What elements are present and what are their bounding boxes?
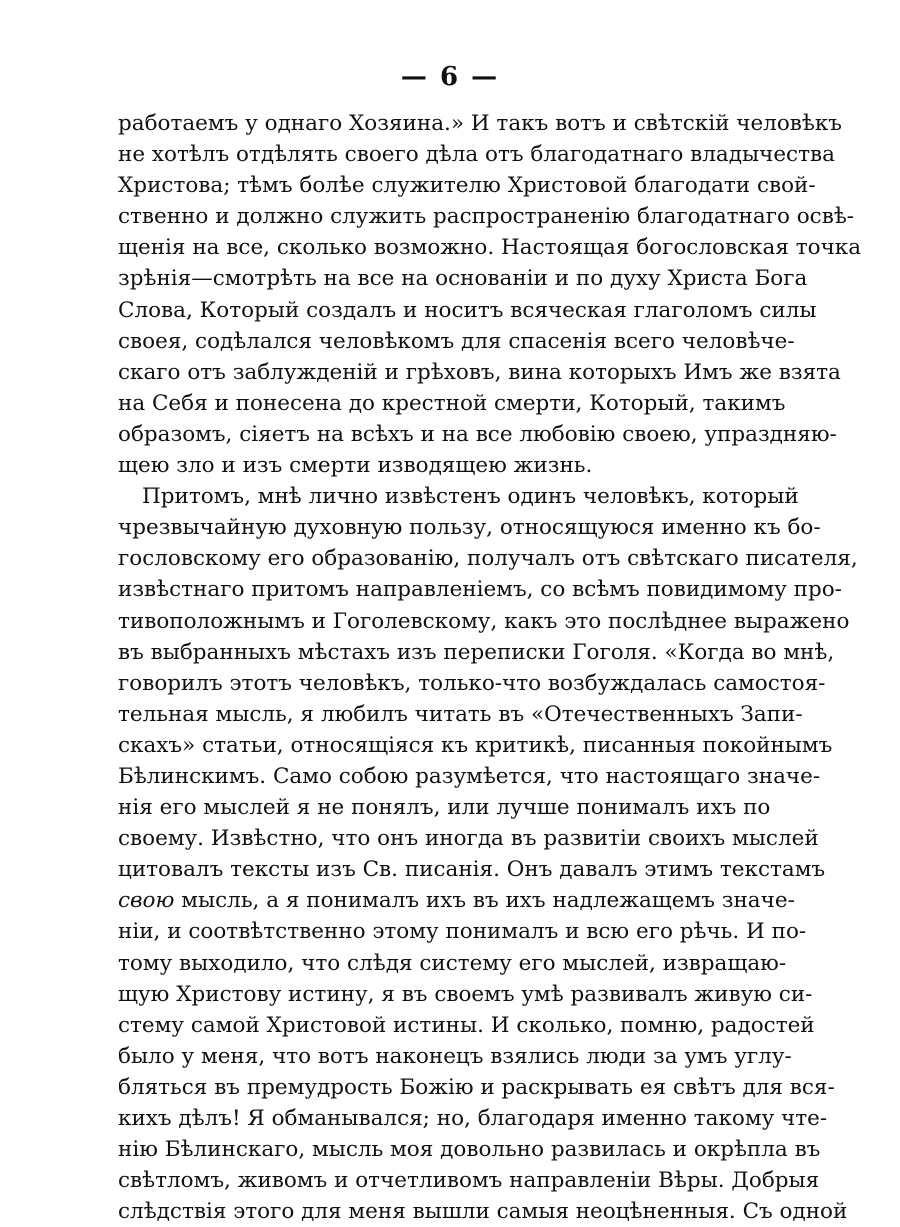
text-line: въ выбранныхъ мѣстахъ изъ переписки Гоголя. «Когда во мнѣ, (118, 639, 835, 665)
italic-word: свою (118, 888, 175, 914)
text-line: бляться въ премудрость Божію и раскрывать ея свѣтъ для вся- (118, 1074, 835, 1100)
text-line: Бѣлинскимъ. Само собою разумѣется, что настоящаго значе- (118, 763, 821, 789)
text-line: гословскому его образованію, получалъ отъ свѣтскаго писателя, (118, 546, 858, 572)
body-text (118, 108, 862, 1227)
text-line: ственно и должно служить распространенію благодатнаго освѣ- (118, 204, 855, 230)
text-line-with-italic (118, 885, 795, 916)
text-line: скахъ» статьи, относящіяся къ критикѣ, писанныя покойнымъ (118, 732, 833, 758)
text-line: Притомъ, мнѣ лично извѣстенъ одинъ человѣкъ, который (142, 484, 799, 510)
text-line: тому выходило, что слѣдя систему его мыслей, извращаю- (118, 950, 787, 976)
text-line-rest: мысль, а я понималъ ихъ въ ихъ надлежащемъ значе- (181, 888, 795, 914)
text-line: своему. Извѣстно, что онъ иногда въ развитіи своихъ мыслей (118, 826, 819, 852)
text-line: работаемъ у однаго Хозяина.» И такъ вотъ и свѣтскій человѣкъ (118, 111, 842, 136)
text-line: было у меня, что вотъ наконецъ взялись люди за умъ углу- (118, 1043, 792, 1069)
text-line: щую Христову истину, я въ своемъ умѣ развивалъ живую си- (118, 981, 813, 1007)
text-line: тивоположнымъ и Гоголевскому, какъ это послѣднее выражено (118, 608, 850, 634)
text-line: говорилъ этотъ человѣкъ, только-что возбуждалась самостоя- (118, 670, 826, 696)
text-line: извѣстнаго притомъ направленіемъ, со всѣмъ повидимому про- (118, 577, 842, 603)
text-line: не хотѣлъ отдѣлять своего дѣла отъ благодатнаго владычества (118, 142, 835, 168)
text-line: слѣдствія этого для меня вышли самыя неоцѣненныя. Съ одной (118, 1199, 848, 1225)
text-line: Слова, Который создалъ и носитъ всяческая глаголомъ силы (118, 297, 817, 323)
text-line: стему самой Христовой истины. И сколько, помню, радостей (118, 1012, 815, 1038)
text-line: зрѣнія—смотрѣть на все на основаніи и по духу Христа Бога (118, 266, 808, 292)
text-line: свѣтломъ, живомъ и отчетливомъ направленіи Вѣры. Добрыя (118, 1168, 820, 1194)
text-line: щенія на все, сколько возможно. Настоящая богословская точка (118, 235, 862, 261)
text-line: тельная мысль, я любилъ читать въ «Отечественныхъ Запи- (118, 701, 803, 727)
text-line: цитовалъ тексты изъ Св. писанія. Онъ давалъ этимъ текстамъ (118, 857, 826, 883)
text-line: Христова; тѣмъ болѣе служителю Христовой благодати свой- (118, 173, 816, 199)
page-number: — 6 — (400, 62, 500, 92)
text-line: образомъ, сіяетъ на всѣхъ и на все любовію своею, упраздняю- (118, 421, 837, 447)
text-line: щею зло и изъ смерти изводящею жизнь. (118, 453, 593, 479)
text-line: нію Бѣлинскаго, мысль моя довольно развилась и окрѣпла въ (118, 1137, 821, 1163)
text-line: своея, содѣлался человѣкомъ для спасенія всего человѣче- (118, 328, 795, 354)
text-line: скаго отъ заблужденій и грѣховъ, вина которыхъ Имъ же взята (118, 359, 841, 385)
text-line: чрезвычайную духовную пользу, относящуюся именно къ бо- (118, 515, 821, 541)
text-line: кихъ дѣлъ! Я обманывался; но, благодаря именно такому чте- (118, 1106, 828, 1131)
text-line: ніи, и соотвѣтственно этому понималъ и всю его рѣчь. И по- (118, 919, 807, 945)
text-line: на Себя и понесена до крестной смерти, Который, такимъ (118, 390, 786, 416)
text-line: нія его мыслей я не понялъ, или лучше понималъ ихъ по (118, 795, 771, 821)
